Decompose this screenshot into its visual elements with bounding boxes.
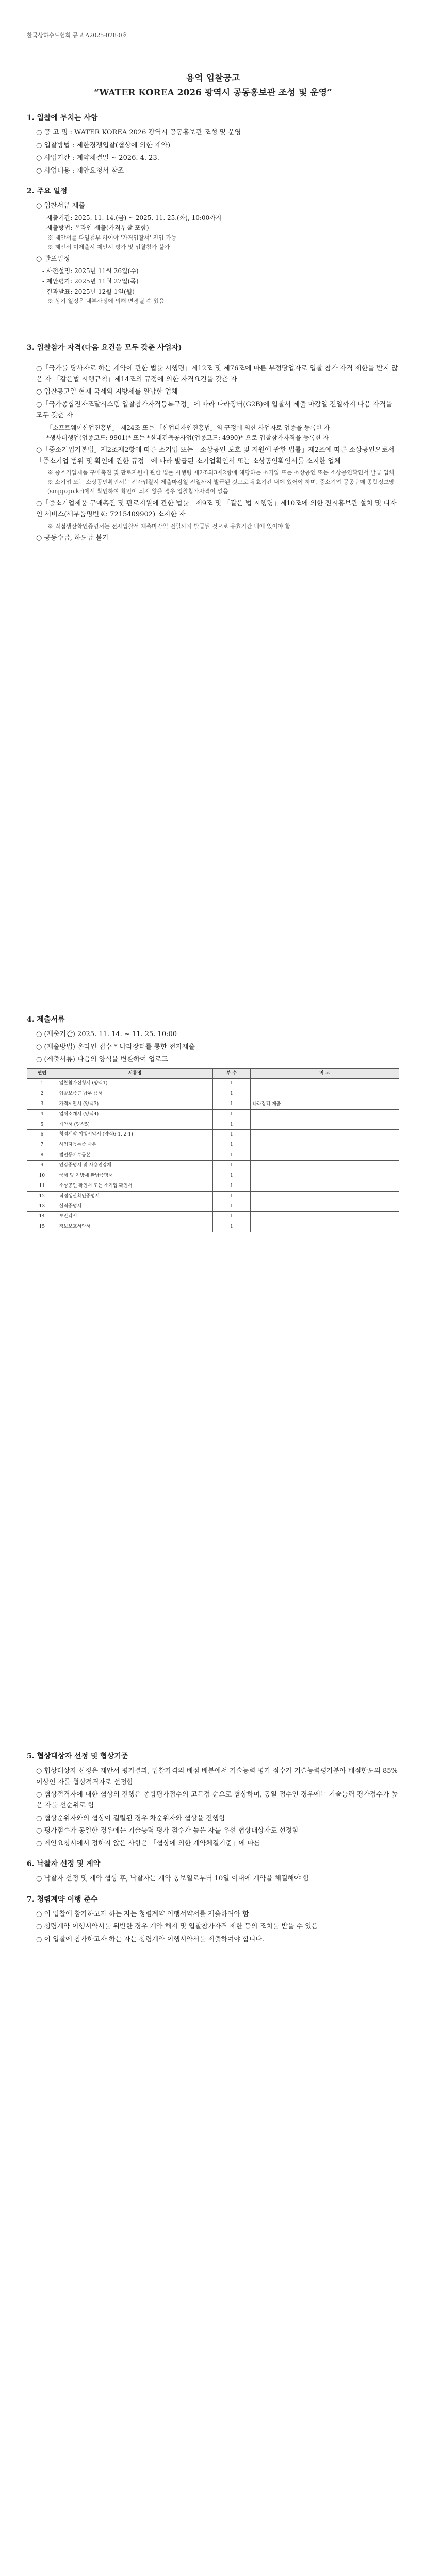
s2-item: ※ 상기 일정은 내부사정에 의해 변경될 수 있음 — [47, 298, 165, 305]
table-cell — [250, 1161, 399, 1171]
page-3 — [27, 1741, 399, 1946]
table-cell: 인감증명서 및 사용인감계 — [57, 1161, 213, 1171]
table-row — [27, 1171, 399, 1181]
s5-item: ○ 협상순위자와의 협상이 결렬된 경우 차순위자와 협상을 진행함 — [36, 1814, 225, 1822]
table-cell: 1 — [213, 1171, 250, 1181]
s5-item: ○ 협상적격자에 대한 협상의 진행은 종합평가점수의 고득점 순으로 협상하며, 동일 점수인 경우에는 기술능력 평가점수가 높은 자를 선순위로 함 — [36, 1790, 398, 1810]
section-6-body — [27, 1873, 399, 1884]
table-cell: 나라장터 제출 — [250, 1099, 399, 1109]
table-cell — [250, 1212, 399, 1222]
s6-item: ○ 낙찰자 선정 및 계약 협상 후, 낙찰자는 계약 통보일로부터 10일 이내에 계약을 체결해야 함 — [36, 1875, 309, 1883]
table-cell: 법인등기부등본 — [57, 1150, 213, 1161]
section-5-heading: 5. 협상대상자 선정 및 협상기준 — [27, 1752, 128, 1760]
table-cell — [250, 1222, 399, 1232]
table-cell: 업체소개서 (양식4) — [57, 1109, 213, 1120]
table-row — [27, 1140, 399, 1150]
section-5-body — [27, 1766, 399, 1849]
table-cell: 1 — [213, 1109, 250, 1120]
table-cell: 2 — [27, 1089, 57, 1099]
table-cell: 직접생산확인증명서 — [57, 1191, 213, 1201]
table-cell — [250, 1089, 399, 1099]
table-cell: 1 — [213, 1191, 250, 1201]
table-cell — [250, 1171, 399, 1181]
s2-item: - 제출방법: 온라인 제출(가격투찰 포함) — [42, 224, 149, 232]
col-header-no: 연번 — [27, 1069, 57, 1079]
section-1-heading: 1. 입찰에 부치는 사항 — [27, 114, 98, 123]
s5-item: ○ 제안요청서에서 정하지 않은 사항은 「협상에 의한 계약체결기준」에 따름 — [36, 1839, 260, 1848]
s3-item: ○ 입찰공고일 현재 국세와 지방세를 완납한 업체 — [36, 388, 178, 396]
table-cell: 1 — [27, 1079, 57, 1089]
col-header-doc: 서류명 — [57, 1069, 213, 1079]
s2-item: ○ 입찰서류 제출 — [36, 202, 85, 210]
table-cell — [250, 1150, 399, 1161]
s3-item: ○「중소기업기본법」제2조제2항에 따른 소기업 또는「소상공인 보호 및 지원에 관한 법률」제2조에 따른 소상공인으로서「중소기업 범위 및 확인에 관한 규정」에 따라 발급된 소기업확인서 또는 소상공인확인서를 소지한 업체 — [36, 446, 395, 465]
s5-item: ○ 평가점수가 동일한 경우에는 기술능력 평가 점수가 높은 자를 우선 협상대상자로 선정함 — [36, 1827, 299, 1835]
section-4-line: ○ (제출기간) 2025. 11. 14. ~ 11. 25. 10:00 — [36, 1030, 177, 1039]
table-cell: 8 — [27, 1150, 57, 1161]
section-2-heading: 2. 주요 일정 — [27, 187, 68, 196]
title-line-1: 용역 입찰공고 — [186, 73, 240, 84]
s5-item: ○ 협상대상자 선정은 제안서 평가결과, 입찰가격의 배점 배분에서 기술능력 평가 점수가 기술능력평가분야 배점한도의 85% 이상인 자를 협상적격자로 선정함 — [36, 1767, 398, 1786]
table-cell: 입찰참가신청서 (양식1) — [57, 1079, 213, 1089]
s3-item: ○ 공동수급, 하도급 불가 — [36, 534, 109, 542]
s2-item: ※ 제안서 미제출시 제안서 평가 및 입찰참가 불가 — [47, 244, 170, 251]
s2-item: - 제안평가: 2025년 11월 27일(목) — [42, 277, 139, 285]
col-header-copies: 부 수 — [213, 1069, 250, 1079]
page-2 — [27, 1005, 399, 1232]
s7-item: ○ 이 입찰에 참가하고자 하는 자는 청렴계약 이행서약서를 제출하여야 합니다. — [36, 1935, 264, 1943]
table-cell: 3 — [27, 1099, 57, 1109]
section-4-line: ○ (제출방법) 온라인 접수 * 나라장터를 통한 전자제출 — [36, 1043, 195, 1051]
s2-item: ※ 제안서를 파일첨부 하여야 '가격입찰서' 진입 가능 — [47, 234, 177, 242]
table-cell: 입찰보증금 납부 증서 — [57, 1089, 213, 1099]
table-cell: 1 — [213, 1099, 250, 1109]
documents-table — [27, 1068, 399, 1232]
s3-item: ※ 소기업 또는 소상공인확인서는 전자입찰시 제출마감일 전일까지 발급된 것으로 유효기간 내에 있어야 하며, 중소기업 공공구매 종합정보망(smpp.go.kr)에서 확인하여 확인이 되지 않을 경우 입찰참가자격이 없음 — [47, 479, 395, 495]
s2-item: - 결과발표: 2025년 12월 1일(월) — [42, 287, 135, 295]
s3-item: ※ 직접생산확인증명서는 전자입찰서 제출마감일 전일까지 발급된 것으로 유효기간 내에 있어야 함 — [47, 522, 291, 530]
table-cell: 1 — [213, 1120, 250, 1130]
table-cell: 9 — [27, 1161, 57, 1171]
table-cell: 11 — [27, 1181, 57, 1191]
title-line-2: “WATER KOREA 2026 광역시 공동홍보관 조성 및 운영” — [94, 88, 332, 98]
table-row — [27, 1201, 399, 1212]
section-3-heading: 3. 입찰참가 자격(다음 요건을 모두 갖춘 사업자) — [27, 344, 182, 352]
table-cell: 1 — [213, 1212, 250, 1222]
s2-item: - 사전설명: 2025년 11월 26일(수) — [42, 267, 139, 275]
s3-item: - *행사대행업(업종코드: 9901)* 또는 *실내건축공사업(업종코드: 4990)* 으로 입찰참가자격을 등록한 자 — [42, 434, 329, 442]
col-header-note: 비 고 — [250, 1069, 399, 1079]
section-2-body — [27, 200, 399, 306]
s3-item: ※ 중소기업제품 구매촉진 및 판로지원에 관한 법률 시행령 제2조의3제2항에 해당하는 소기업 또는 소상공인 또는 소상공인확인서 발급 업체 — [47, 469, 395, 477]
s7-item: ○ 청렴계약 이행서약서를 위반한 경우 계약 해지 및 입찰참가자격 제한 등의 조치를 받을 수 있음 — [36, 1923, 318, 1931]
table-cell: 1 — [213, 1161, 250, 1171]
section-1-line: ○ 공 고 명 : WATER KOREA 2026 광역시 공동홍보관 조성 및 운영 — [36, 129, 241, 137]
table-cell: 보안각서 — [57, 1212, 213, 1222]
table-cell: 7 — [27, 1140, 57, 1150]
table-cell: 1 — [213, 1140, 250, 1150]
table-body — [27, 1079, 399, 1232]
table-row — [27, 1191, 399, 1201]
table-cell: 실적증명서 — [57, 1201, 213, 1212]
table-cell: 14 — [27, 1212, 57, 1222]
table-cell: 5 — [27, 1120, 57, 1130]
table-cell: 제안서 (양식5) — [57, 1120, 213, 1130]
section-1-line: ○ 입찰방법 : 제한경쟁입찰(협상에 의한 계약) — [36, 141, 171, 149]
table-cell: 1 — [213, 1079, 250, 1089]
table-cell: 1 — [213, 1201, 250, 1212]
section-4-heading: 4. 제출서류 — [27, 1015, 65, 1024]
s3-item: ○「중소기업제품 구매촉진 및 판로지원에 관한 법률」제9조 및 「같은 법 시행령」제10조에 의한 전시홍보관 설치 및 디자인 서비스(세부품명번호: 7215409902) 소지한 자 — [36, 499, 397, 519]
s3-item: - 「소프트웨어산업진흥법」 제24조 또는 「산업디자인진흥법」의 규정에 의한 사업자로 업종을 등록한 자 — [42, 423, 330, 431]
page-1 — [27, 31, 399, 545]
table-cell: 소상공인 확인서 또는 소기업 확인서 — [57, 1181, 213, 1191]
table-cell — [250, 1201, 399, 1212]
s7-item: ○ 이 입찰에 참가하고자 하는 자는 청렴계약 이행서약서를 제출하여야 함 — [36, 1910, 249, 1918]
table-row — [27, 1109, 399, 1120]
section-7-body — [27, 1909, 399, 1945]
table-cell: 정보보호서약서 — [57, 1222, 213, 1232]
table-cell: 1 — [213, 1181, 250, 1191]
table-cell: 10 — [27, 1171, 57, 1181]
section-3-body — [27, 363, 399, 544]
table-cell: 12 — [27, 1191, 57, 1201]
s2-item: - 제출기간: 2025. 11. 14.(금) ~ 2025. 11. 25.(화), 10:00까지 — [42, 214, 222, 222]
section-1-line: ○ 사업기간 : 계약체결일 ~ 2026. 4. 23. — [36, 154, 159, 162]
section-1-line: ○ 사업내용 : 제안요청서 참조 — [36, 166, 124, 175]
table-cell — [250, 1120, 399, 1130]
table-cell: 청렴계약 이행서약서 (양식6-1, 2-1) — [57, 1130, 213, 1140]
section-6-heading: 6. 낙찰자 선정 및 계약 — [27, 1860, 101, 1869]
table-cell: 사업자등록증 사본 — [57, 1140, 213, 1150]
table-cell — [250, 1109, 399, 1120]
table-cell — [250, 1130, 399, 1140]
table-cell: 1 — [213, 1130, 250, 1140]
table-cell — [250, 1181, 399, 1191]
table-row — [27, 1120, 399, 1130]
table-header-row — [27, 1069, 399, 1079]
table-row — [27, 1212, 399, 1222]
table-cell: 6 — [27, 1130, 57, 1140]
table-row — [27, 1089, 399, 1099]
s3-item: ○「국가를 당사자로 하는 계약에 관한 법률 시행령」제12조 및 제76조에 따른 부정당업자로 입찰 참가 자격 제한을 받지 않은 자 「같은법 시행규칙」제14조의 규정에 의한 자격요건을 갖춘 자 — [36, 364, 398, 383]
table-cell: 13 — [27, 1201, 57, 1212]
table-cell: 국세 및 지방세 완납증명서 — [57, 1171, 213, 1181]
table-row — [27, 1130, 399, 1140]
table-cell: 1 — [213, 1222, 250, 1232]
s2-item: ○ 발표일정 — [36, 255, 70, 263]
table-cell: 4 — [27, 1109, 57, 1120]
table-cell: 가격제안서 (양식3) — [57, 1099, 213, 1109]
table-cell — [250, 1191, 399, 1201]
notice-number: 한국상하수도협회 공고 A2025-028-0호 — [27, 32, 128, 39]
table-cell: 1 — [213, 1089, 250, 1099]
s3-item: ○「국가종합전자조달시스템 입찰참가자격등록규정」에 따라 나라장터(G2B)에 입찰서 제출 마감일 전일까지 다음 자격을 모두 갖춘 자 — [36, 400, 392, 420]
table-cell: 15 — [27, 1222, 57, 1232]
section-1-body — [27, 127, 399, 176]
section-4-line: ○ (제출서류) 다음의 양식을 변환하여 업로드 — [36, 1055, 168, 1063]
table-cell: 1 — [213, 1150, 250, 1161]
table-cell — [250, 1079, 399, 1089]
table-row — [27, 1099, 399, 1109]
table-row — [27, 1222, 399, 1232]
table-row — [27, 1150, 399, 1161]
section-7-heading: 7. 청렴계약 이행 준수 — [27, 1895, 98, 1904]
table-cell — [250, 1140, 399, 1150]
table-row — [27, 1161, 399, 1171]
table-row — [27, 1079, 399, 1089]
table-row — [27, 1181, 399, 1191]
